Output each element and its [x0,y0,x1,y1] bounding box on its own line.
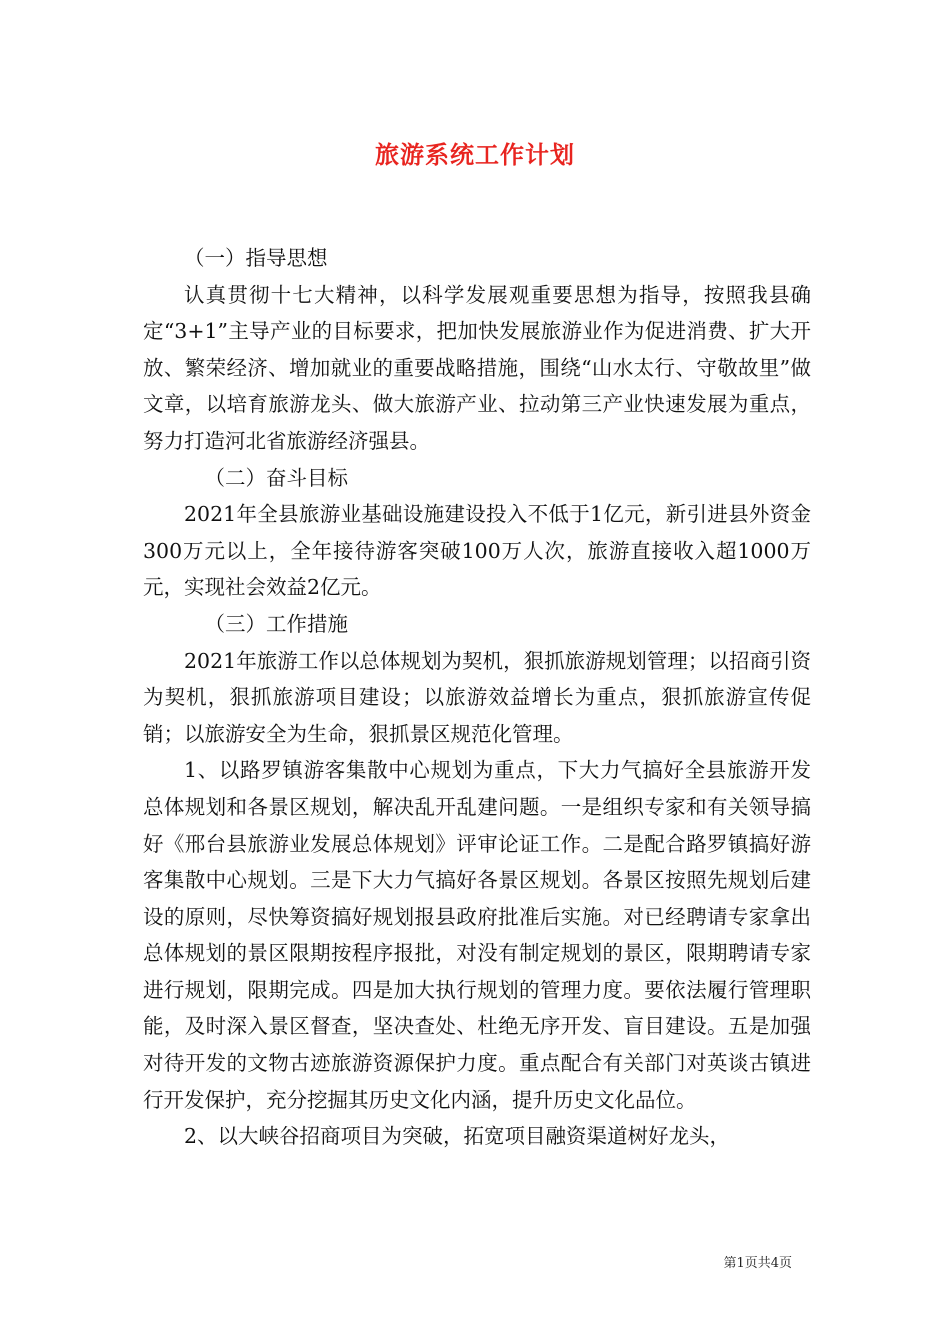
paragraph-measure-1: 1、以路罗镇游客集散中心规划为重点，下大力气搞好全县旅游开发总体规划和各景区规划，解决乱开乱建问题。一是组织专家和有关领导搞好《邢台县旅游业发展总体规划》评审论证工作。二是配合路罗镇搞好游客集散中心规划。三是下大力气搞好各景区规划。各景区按照先规划后建设的原则，尽快筹资搞好规划报县政府批准后实施。对已经聘请专家拿出总体规划的景区限期按程序报批，对没有制定规划的景区，限期聘请专家进行规划，限期完成。四是加大执行规划的管理力度。要依法履行管理职能，及时深入景区督查，坚决查处、杜绝无序开发、盲目建设。五是加强对待开发的文物古迹旅游资源保护力度。重点配合有关部门对英谈古镇进行开发保护，充分挖掘其历史文化内涵，提升历史文化品位。 [143,758,811,1112]
document-body [143,240,811,1155]
page-number: 第1页共4页 [723,1256,792,1271]
paragraph-goals: 2021年全县旅游业基础设施建设投入不低于1亿元，新引进县外资金300万元以上，全年接待游客突破100万人次，旅游直接收入超1000万元，实现社会效益2亿元。 [143,502,811,600]
paragraph-guiding-ideology: 认真贯彻十七大精神，以科学发展观重要思想为指导，按照我县确定“3+1”主导产业的目标要求，把加快发展旅游业作为促进消费、扩大开放、繁荣经济、增加就业的重要战略措施，围绕“山水太行、守敬故里”做文章，以培育旅游龙头、做大旅游产业、拉动第三产业快速发展为重点，努力打造河北省旅游经济强县。 [143,282,811,453]
document-title: 旅游系统工作计划 [375,140,575,169]
section-heading-guiding-ideology: （一）指导思想 [184,246,328,270]
section-heading-goals: （二）奋斗目标 [204,465,348,490]
paragraph-measures-intro: 2021年旅游工作以总体规划为契机，狠抓旅游规划管理；以招商引资为契机，狠抓旅游项目建设；以旅游效益增长为重点，狠抓旅游宣传促销；以旅游安全为生命，狠抓景区规范化管理。 [143,648,811,746]
section-heading-measures: （三）工作措施 [204,611,348,636]
paragraph-measure-2: 2、以大峡谷招商项目为突破，拓宽项目融资渠道树好龙头， [184,1124,731,1149]
